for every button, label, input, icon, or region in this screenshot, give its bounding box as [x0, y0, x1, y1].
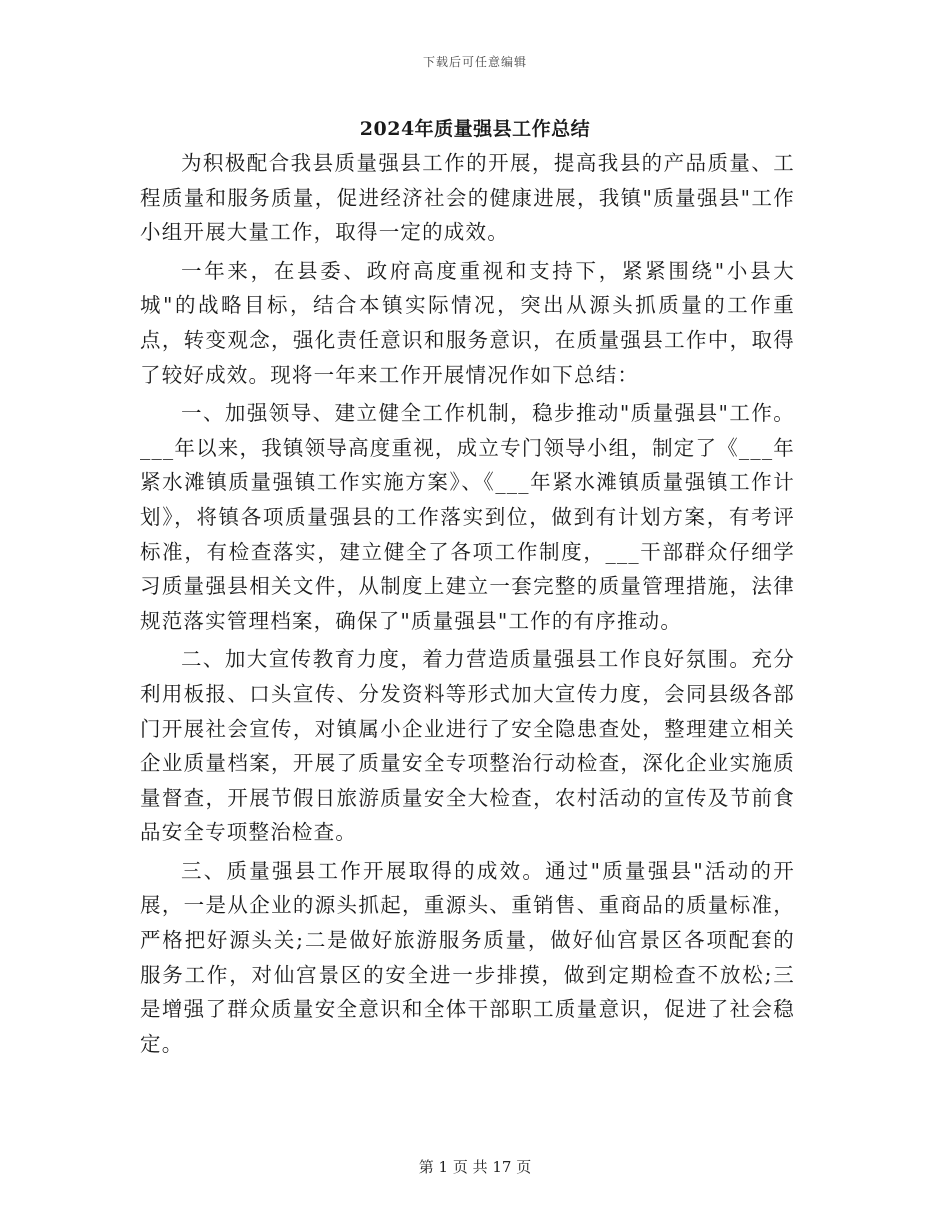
paragraph-overview: 一年来，在县委、政府高度重视和支持下，紧紧围绕"小县大城"的战略目标，结合本镇实际情况，突出从源头抓质量的工作重点，转变观念，强化责任意识和服务意识，在质量强县工作中，取得了较好成效。现将一年来工作开展情况作如下总结： — [140, 258, 795, 387]
header-note: 下载后可任意编辑 — [422, 55, 527, 69]
document-body — [140, 146, 795, 1065]
document-title: 2024年质量强县工作总结 — [359, 118, 591, 140]
paragraph-section-2: 二、加大宣传教育力度，着力营造质量强县工作良好氛围。充分利用板报、口头宣传、分发资料等形式加大宣传力度，会同县级各部门开展社会宣传，对镇属小企业进行了安全隐患查处，整理建立相关企业质量档案，开展了质量安全专项整治行动检查，深化企业实施质量督查，开展节假日旅游质量安全大检查，农村活动的宣传及节前食品安全专项整治检查。 — [140, 647, 795, 845]
paragraph-section-1: 一、加强领导、建立健全工作机制，稳步推动"质量强县"工作。___年以来，我镇领导高度重视，成立专门领导小组，制定了《___年紧水滩镇质量强镇工作实施方案》、《___年紧水滩镇质量强镇工作计划》，将镇各项质量强县的工作落实到位，做到有计划方案，有考评标准，有检查落实，建立健全了各项工作制度，___干部群众仔细学习质量强县相关文件，从制度上建立一套完整的质量管理措施，法律规范落实管理档案，确保了"质量强县"工作的有序推动。 — [140, 401, 795, 633]
paragraph-intro: 为积极配合我县质量强县工作的开展，提高我县的产品质量、工程质量和服务质量，促进经济社会的健康进展，我镇"质量强县"工作小组开展大量工作，取得一定的成效。 — [140, 151, 795, 245]
paragraph-section-3: 三、质量强县工作开展取得的成效。通过"质量强县"活动的开展，一是从企业的源头抓起，重源头、重销售、重商品的质量标准，严格把好源头关;二是做好旅游服务质量，做好仙宫景区各项配套的服务工作，对仙宫景区的安全进一步排摸，做到定期检查不放松;三是增强了群众质量安全意识和全体干部职工质量意识，促进了社会稳定。 — [140, 858, 795, 1056]
page-number: 第 1 页 共 17 页 — [418, 1158, 532, 1176]
